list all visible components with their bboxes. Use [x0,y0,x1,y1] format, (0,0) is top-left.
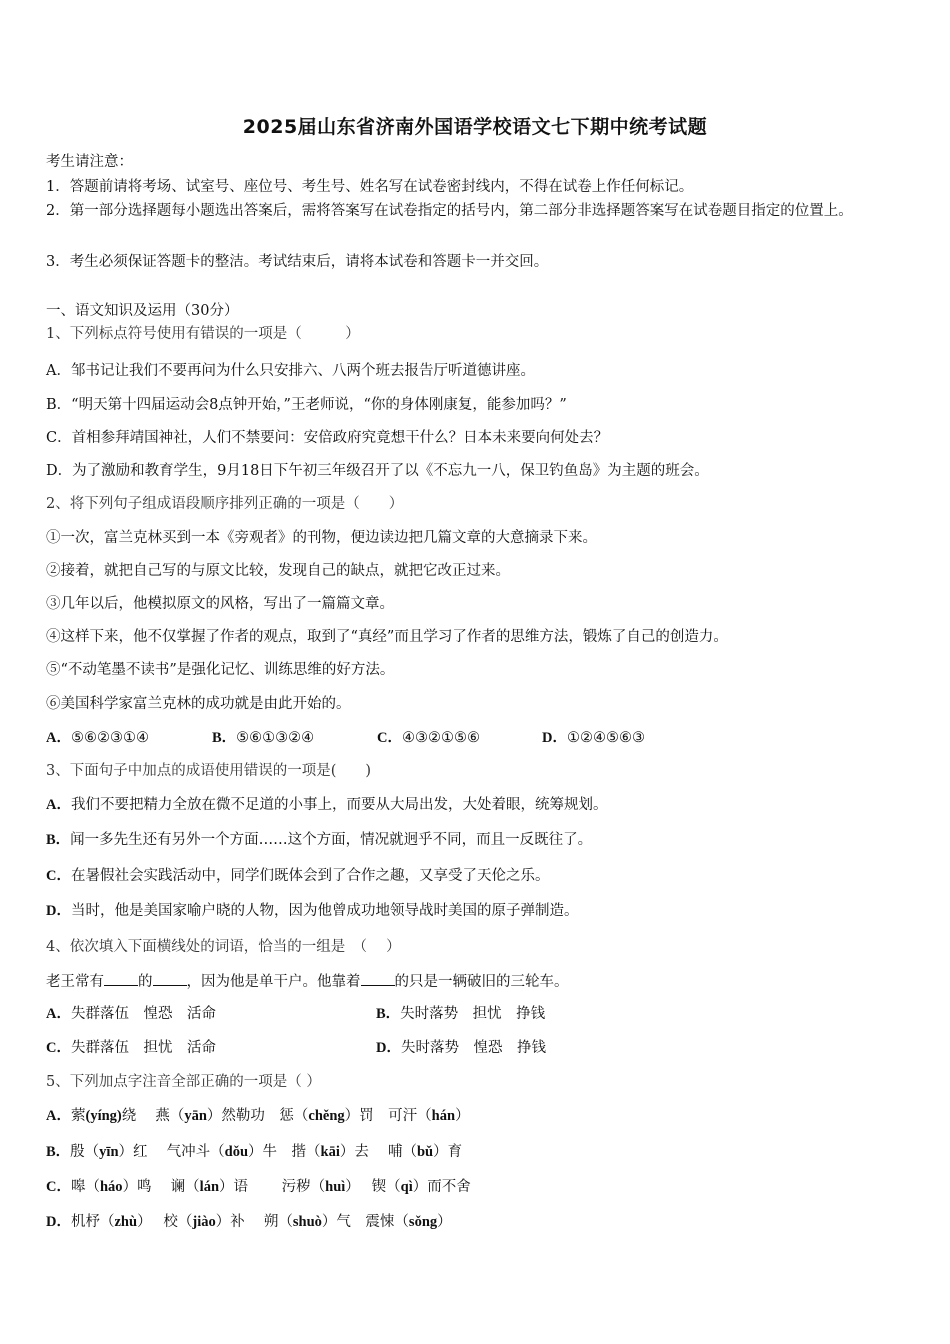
fill-blank-2 [153,971,187,986]
question-1-option-d: D．为了激励和教育学生，9月18日下午初三年级召开了以《不忘九一八，保卫钓鱼岛》为主题的班会。 [46,463,709,479]
question-3-stem: 3、下面句子中加点的成语使用错误的一项是( ) [46,763,372,779]
question-5-option-a: A．萦(yíng)绕 燕（yān）然勒功 惩（chěng）罚 可汗（hán） [46,1108,470,1124]
question-2-sentence-3: ③几年以后，他模拟原文的风格，写出了一篇篇文章。 [46,596,394,612]
question-5-option-b: B．殷（yīn）红 气冲斗（dǒu）牛 揩（kāi）去 哺（bǔ）育 [46,1144,463,1160]
question-2-option-d: D．①②④⑤⑥③ [542,730,645,746]
question-3-option-d: D．当时，他是美国家喻户晓的人物，因为他曾成功地领导战时美国的原子弹制造。 [46,903,579,919]
question-4-option-b: B．失时落势 担忧 挣钱 [376,1006,546,1022]
question-5-option-c: C．嗥（háo）鸣 谰（lán）语 污秽（huì） 锲（qì）而不舍 [46,1179,471,1195]
question-5-option-d: D．机杼（zhù） 校（jiào）补 朔（shuò）气 震悚（sǒng） [46,1214,452,1230]
question-2-options [46,728,645,748]
notice-item-2: 2．第一部分选择题每小题选出答案后，需将答案写在试卷指定的括号内，第二部分非选择题答案写在试卷题目指定的位置上。 [46,203,853,219]
section-heading: 一、语文知识及运用（30分） [46,303,239,319]
question-4-option-c: C．失群落伍 担忧 活命 [46,1040,216,1056]
notice-item-3: 3．考生必须保证答题卡的整洁。考试结束后，请将本试卷和答题卡一并交回。 [46,254,549,270]
question-3-option-b: B．闻一多先生还有另外一个方面……这个方面，情况就迥乎不同，而且一反既往了。 [46,832,593,848]
question-1-option-a: A．邹书记让我们不要再问为什么只安排六、八两个班去报告厅听道德讲座。 [46,363,535,379]
question-2-sentence-6: ⑥美国科学家富兰克林的成功就是由此开始的。 [46,696,351,712]
question-4-option-d: D．失时落势 惶恐 挣钱 [376,1040,546,1056]
question-4-option-a: A．失群落伍 惶恐 活命 [46,1006,216,1022]
question-2-sentence-5: ⑤“不动笔墨不读书”是强化记忆、训练思维的好方法。 [46,662,395,678]
question-2-option-b: B．⑤⑥①③②④ [212,730,315,746]
fill-blank-1 [104,971,138,986]
question-3-option-a: A．我们不要把精力全放在微不足道的小事上，而要从大局出发，大处着眼，统筹规划。 [46,797,608,813]
question-3-option-c: C．在暑假社会实践活动中，同学们既体会到了合作之趣，又享受了天伦之乐。 [46,868,550,884]
question-2-option-a: A．⑤⑥②③①④ [46,730,149,746]
question-2-sentence-2: ②接着，就把自己写的与原文比较，发现自己的缺点，就把它改正过来。 [46,563,510,579]
question-4-stem: 4、依次填入下面横线处的词语，恰当的一组是 （ ） [46,939,401,955]
question-2-option-c: C．④③②①⑤⑥ [377,730,480,746]
question-2-stem: 2、将下列句子组成语段顺序排列正确的一项是（ ） [46,496,404,512]
notice-item-1: 1．答题前请将考场、试室号、座位号、考生号、姓名写在试卷密封线内，不得在试卷上作任何标记。 [46,179,694,195]
question-1-option-b: B．“明天第十四届运动会8点钟开始，”王老师说，“你的身体刚康复，能参加吗？” [46,397,567,413]
fill-blank-3 [361,971,395,986]
question-5-stem: 5、下列加点字注音全部正确的一项是（ ） [46,1074,321,1090]
page-title: 2025届山东省济南外国语学校语文七下期中统考试题 [242,116,708,138]
question-4-sentence: 老王常有 的 ，因为他是单干户。他靠着 的只是一辆破旧的三轮车。 [46,971,569,992]
question-1-option-c: C．首相参拜靖国神社，人们不禁要问：安倍政府究竟想干什么？日本未来要向何处去？ [46,430,609,446]
notice-heading: 考生请注意： [46,154,133,170]
question-2-sentence-1: ①一次，富兰克林买到一本《旁观者》的刊物，便边读边把几篇文章的大意摘录下来。 [46,530,597,546]
question-1-stem: 1、下列标点符号使用有错误的一项是（ ） [46,326,360,342]
question-2-sentence-4: ④这样下来，他不仅掌握了作者的观点，取到了“真经”而且学习了作者的思维方法，锻炼了自己的创造力。 [46,629,728,645]
